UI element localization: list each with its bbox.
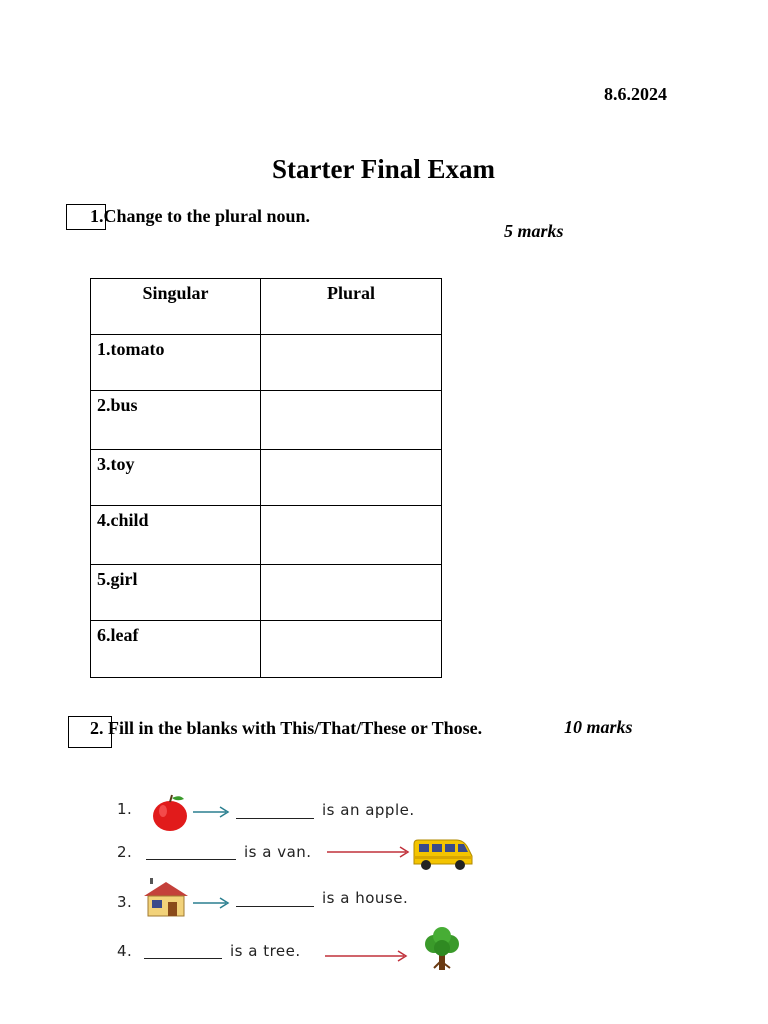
near-arrow-icon: [192, 897, 230, 909]
item-sentence: is a house.: [322, 889, 409, 907]
singular-cell: 5.girl: [91, 565, 261, 621]
plural-table: [90, 278, 442, 678]
answer-blank[interactable]: [144, 944, 222, 959]
q2-instruction: 2. Fill in the blanks with This/That/These or Those.: [90, 718, 483, 738]
singular-cell: 4.child: [91, 506, 261, 565]
item-number: 4.: [117, 942, 133, 960]
item-number: 2.: [117, 843, 133, 861]
column-header-singular: Singular: [91, 279, 261, 335]
singular-cell: 2.bus: [91, 391, 261, 450]
table-row: [91, 621, 442, 678]
van-icon: [410, 836, 476, 872]
exam-date: 8.6.2024: [604, 84, 667, 104]
q1-marks: 5 marks: [504, 221, 564, 241]
item-sentence: is an apple.: [322, 801, 415, 819]
table-row: [91, 335, 442, 391]
item-number: 3.: [117, 893, 133, 911]
item-sentence: is a tree.: [230, 942, 301, 960]
answer-blank[interactable]: [236, 804, 314, 819]
table-row: [91, 391, 442, 450]
q2-marks: 10 marks: [564, 717, 633, 737]
q1-instruction: 1.Change to the plural noun.: [90, 206, 311, 226]
near-arrow-icon: [192, 806, 230, 818]
singular-cell: 1.tomato: [91, 335, 261, 391]
plural-answer-cell[interactable]: [261, 391, 442, 450]
column-header-plural: Plural: [261, 279, 442, 335]
house-icon: [142, 876, 190, 918]
plural-answer-cell[interactable]: [261, 335, 442, 391]
page-title: Starter Final Exam: [272, 154, 495, 184]
plural-answer-cell[interactable]: [261, 506, 442, 565]
tree-icon: [420, 926, 464, 972]
singular-cell: 6.leaf: [91, 621, 261, 678]
far-arrow-icon: [324, 950, 408, 962]
table-row: [91, 506, 442, 565]
far-arrow-icon: [326, 846, 410, 858]
table-row: [91, 565, 442, 621]
table-header-row: [91, 279, 442, 335]
item-number: 1.: [117, 800, 133, 818]
apple-icon: [150, 792, 190, 832]
plural-answer-cell[interactable]: [261, 621, 442, 678]
item-sentence: is a van.: [244, 843, 312, 861]
plural-answer-cell[interactable]: [261, 565, 442, 621]
singular-cell: 3.toy: [91, 450, 261, 506]
answer-blank[interactable]: [236, 892, 314, 907]
plural-answer-cell[interactable]: [261, 450, 442, 506]
answer-blank[interactable]: [146, 845, 236, 860]
table-row: [91, 450, 442, 506]
